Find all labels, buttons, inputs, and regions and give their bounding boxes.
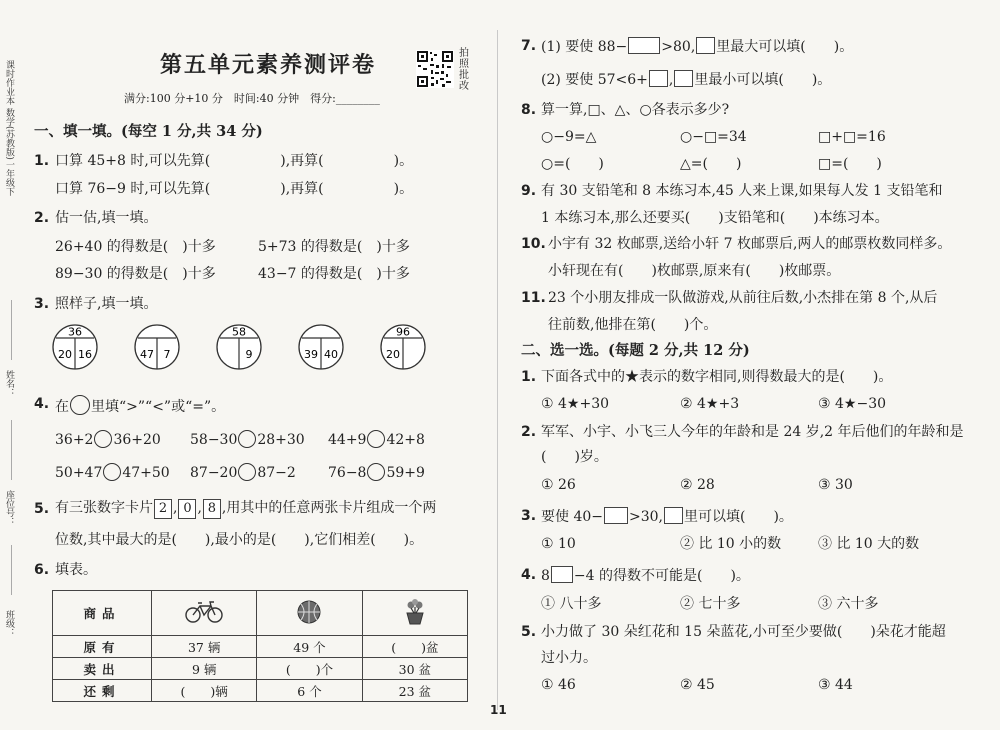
digit-card: 2 [154, 499, 172, 519]
c3-option-1[interactable]: ① 10 [541, 536, 576, 552]
q10-line2: 小轩现在有( )枚邮票,原来有( )枚邮票。 [548, 263, 841, 279]
goods-table [52, 590, 468, 702]
compare-left: 50+47 [55, 465, 103, 481]
q4-post: 里填“>”“<”或“=”。 [91, 399, 226, 415]
c5-option-1[interactable]: ① 46 [541, 677, 576, 693]
circle-left-number: 47 [140, 348, 154, 361]
c4-option-2[interactable]: ② 七十多 [680, 596, 741, 612]
page-number: 11 [490, 703, 507, 717]
q5-post: ,用其中的任意两张卡片组成一个两 [221, 500, 437, 516]
table-row [53, 680, 468, 702]
circle-left-number: 20 [58, 348, 72, 361]
table-row [53, 658, 468, 680]
c1-option-3[interactable]: ③ 4★−30 [818, 396, 887, 412]
margin-line [11, 545, 12, 595]
q11-line2: 往前数,他排在第( )个。 [548, 317, 718, 333]
compare-item [55, 463, 170, 482]
question-number: 10. [521, 236, 546, 252]
circle-symbol [70, 395, 90, 415]
q4-instruction [55, 395, 225, 416]
circle-right-number: 9 [245, 348, 253, 361]
margin-seat-label: 座位号： [4, 490, 14, 526]
table-cell: 23 盆 [362, 680, 467, 702]
q2-item-d: 43−7 的得数是( )十多 [258, 266, 410, 282]
table-row [53, 591, 468, 636]
q7a-pre: (1) 要使 88− [541, 39, 628, 55]
c2-option-1[interactable]: ① 26 [541, 477, 576, 493]
c3-mid: >30, [629, 509, 663, 525]
c2-line1: 军军、小宇、小飞三人今年的年龄和是 24 岁,2 年后他们的年龄和是 [541, 424, 964, 440]
q3-text: 照样子,填一填。 [55, 296, 158, 312]
blank-box [628, 37, 660, 54]
q5-line2: 位数,其中最大的是( ),最小的是( ),它们相差( )。 [55, 532, 424, 548]
c3-post: 里可以填( )。 [684, 509, 793, 525]
table-cell: 37 辆 [152, 636, 257, 658]
q7b-post: 里最小可以填( )。 [694, 72, 832, 88]
q8-eq1: ○−9=△ [541, 129, 597, 145]
question-number: 2. [521, 424, 537, 440]
question-number: 2. [34, 210, 50, 226]
c4-text [541, 566, 750, 585]
c3-option-2[interactable]: ② 比 10 小的数 [680, 536, 782, 552]
q8-eq2: ○−□=34 [680, 129, 747, 145]
c2-line2: ( )岁。 [541, 449, 608, 465]
compare-right: 42+8 [386, 432, 425, 448]
compare-blank-circle[interactable] [238, 463, 256, 481]
circle-left-number: 39 [304, 348, 318, 361]
qr-caption: 拍照批改 [459, 48, 469, 92]
compare-right: 59+9 [386, 465, 425, 481]
table-cell: 6 个 [257, 680, 362, 702]
q8-ans1: ○=( ) [541, 156, 604, 172]
q2-item-b: 5+73 的得数是( )十多 [258, 239, 410, 255]
table-cell: 9 辆 [152, 658, 257, 680]
compare-item [55, 430, 161, 449]
c5-option-3[interactable]: ③ 44 [818, 677, 853, 693]
q10-line1: 小宇有 32 枚邮票,送给小轩 7 枚邮票后,两人的邮票枚数同样多。 [548, 236, 952, 252]
question-number: 1. [521, 369, 537, 385]
blank-box [551, 566, 573, 583]
question-number: 4. [34, 396, 50, 412]
c4-pre: 8 [541, 568, 550, 584]
compare-item [328, 463, 425, 482]
q9-line2: 1 本练习本,那么还要买( )支铅笔和( )本练习本。 [541, 210, 889, 226]
q7-part1 [541, 37, 853, 56]
compare-left: 36+2 [55, 432, 94, 448]
q7a-mid: >80, [661, 39, 696, 55]
blank-box [674, 70, 693, 87]
circle-right-number: 16 [78, 348, 92, 361]
circle-top-number: 58 [232, 325, 246, 339]
compare-left: 76−8 [328, 465, 367, 481]
qr-code[interactable] [416, 50, 454, 88]
compare-blank-circle[interactable] [238, 430, 256, 448]
basketball-icon [257, 591, 362, 636]
table-row-label: 原有 [53, 636, 152, 658]
circle-top-number: 36 [68, 325, 82, 339]
blank-box [696, 37, 715, 54]
split-circle [134, 324, 180, 370]
compare-right: 47+50 [122, 465, 170, 481]
q1-line1: 口算 45+8 时,可以先算( ),再算( )。 [55, 153, 414, 169]
split-circle [298, 324, 344, 370]
q5-line1: 有三张数字卡片 2 , 0 , 8 ,用其中的任意两张卡片组成一个两 [55, 499, 436, 519]
flowerpot-icon [362, 591, 467, 636]
table-row-label: 卖出 [53, 658, 152, 680]
c1-text: 下面各式中的★表示的数字相同,则得数最大的是( )。 [541, 369, 893, 385]
c5-option-2[interactable]: ② 45 [680, 677, 715, 693]
circle-left-number: 20 [386, 348, 400, 361]
compare-blank-circle[interactable] [103, 463, 121, 481]
table-cell: 30 盆 [362, 658, 467, 680]
blank-box [604, 507, 628, 524]
split-circle [380, 324, 426, 370]
question-number: 5. [521, 624, 537, 640]
table-row-label: 还剩 [53, 680, 152, 702]
digit-card: 8 [203, 499, 221, 519]
table-cell: ( )盆 [362, 636, 467, 658]
q8-ans2: △=( ) [680, 156, 742, 172]
question-number: 5. [34, 501, 50, 517]
compare-right: 28+30 [257, 432, 305, 448]
table-cell: 49 个 [257, 636, 362, 658]
question-number: 8. [521, 102, 537, 118]
compare-left: 58−30 [190, 432, 238, 448]
book-series-label: 课时作业本 数学(苏教版)一年级下 [4, 60, 14, 196]
c5-line1: 小力做了 30 朵红花和 15 朵蓝花,小可至少要做( )朵花才能超 [541, 624, 946, 640]
compare-left: 87−20 [190, 465, 238, 481]
c2-option-2[interactable]: ② 28 [680, 477, 715, 493]
blank-box [664, 507, 683, 524]
question-number: 11. [521, 290, 546, 306]
digit-card: 0 [178, 499, 196, 519]
q8-text: 算一算,□、△、○各表示多少? [541, 102, 730, 118]
q11-line1: 23 个小朋友排成一队做游戏,从前往后数,小杰排在第 8 个,从后 [548, 290, 938, 306]
q7b-mid: , [668, 72, 674, 88]
q1-line2: 口算 76−9 时,可以先算( ),再算( )。 [55, 181, 414, 197]
q9-line1: 有 30 支铅笔和 8 本练习本,45 人来上课,如果每人发 1 支铅笔和 [541, 183, 943, 199]
c4-option-1[interactable]: ① 八十多 [541, 596, 602, 612]
column-divider [497, 30, 498, 710]
compare-right: 87−2 [257, 465, 296, 481]
q8-eq3: □+□=16 [818, 129, 886, 145]
circle-right-number: 7 [163, 348, 171, 361]
binding-margin [0, 0, 24, 730]
bicycle-icon [152, 591, 257, 636]
c1-option-1[interactable]: ① 4★+30 [541, 396, 610, 412]
q2-text: 估一估,填一填。 [55, 210, 158, 226]
compare-right: 36+20 [113, 432, 161, 448]
compare-item [190, 430, 305, 449]
c1-option-2[interactable]: ② 4★+3 [680, 396, 740, 412]
question-number: 3. [521, 508, 537, 524]
table-row [53, 636, 468, 658]
section-choice-heading: 二、选一选。(每题 2 分,共 12 分) [521, 342, 750, 359]
compare-blank-circle[interactable] [367, 430, 385, 448]
question-number: 6. [34, 562, 50, 578]
table-cell: ( )个 [257, 658, 362, 680]
q5-pre: 有三张数字卡片 [55, 500, 153, 516]
compare-left: 44+9 [328, 432, 367, 448]
c3-text [541, 507, 793, 526]
c4-option-3[interactable]: ③ 六十多 [818, 596, 879, 612]
blank-box [649, 70, 668, 87]
margin-class-label: 班级： [4, 610, 14, 637]
page-title: 第五单元素养测评卷 [160, 52, 377, 78]
q6-text: 填表。 [55, 562, 97, 578]
table-row-label: 商品 [53, 591, 152, 636]
q7a-post: 里最大可以填( )。 [716, 39, 854, 55]
q2-item-c: 89−30 的得数是( )十多 [55, 266, 216, 282]
circle-right-number: 40 [324, 348, 338, 361]
compare-item [328, 430, 425, 449]
compare-blank-circle[interactable] [94, 430, 112, 448]
compare-blank-circle[interactable] [367, 463, 385, 481]
split-circle [52, 324, 98, 370]
q2-item-a: 26+40 的得数是( )十多 [55, 239, 216, 255]
margin-name-label: 姓名： [4, 370, 14, 397]
margin-line [11, 300, 12, 360]
question-number: 4. [521, 567, 537, 583]
q4-pre: 在 [55, 399, 69, 415]
question-number: 1. [34, 153, 50, 169]
c5-line2: 过小力。 [541, 650, 597, 666]
question-number: 7. [521, 38, 537, 54]
split-circle [216, 324, 262, 370]
q7-part2 [541, 70, 831, 89]
c3-pre: 要使 40− [541, 509, 603, 525]
question-number: 3. [34, 296, 50, 312]
q7b-pre: (2) 要使 57<6+ [541, 72, 648, 88]
c4-post: −4 的得数不可能是( )。 [573, 568, 750, 584]
score-info: 满分:100 分+10 分 时间:40 分钟 得分:________ [124, 92, 380, 105]
c2-option-3[interactable]: ③ 30 [818, 477, 853, 493]
c3-option-3[interactable]: ③ 比 10 大的数 [818, 536, 920, 552]
table-cell: ( )辆 [152, 680, 257, 702]
question-number: 9. [521, 183, 537, 199]
compare-item [190, 463, 296, 482]
circle-top-number: 96 [396, 325, 410, 339]
margin-line [11, 420, 12, 480]
q8-ans3: □=( ) [818, 156, 882, 172]
section-fill-in-heading: 一、填一填。(每空 1 分,共 34 分) [34, 123, 263, 140]
